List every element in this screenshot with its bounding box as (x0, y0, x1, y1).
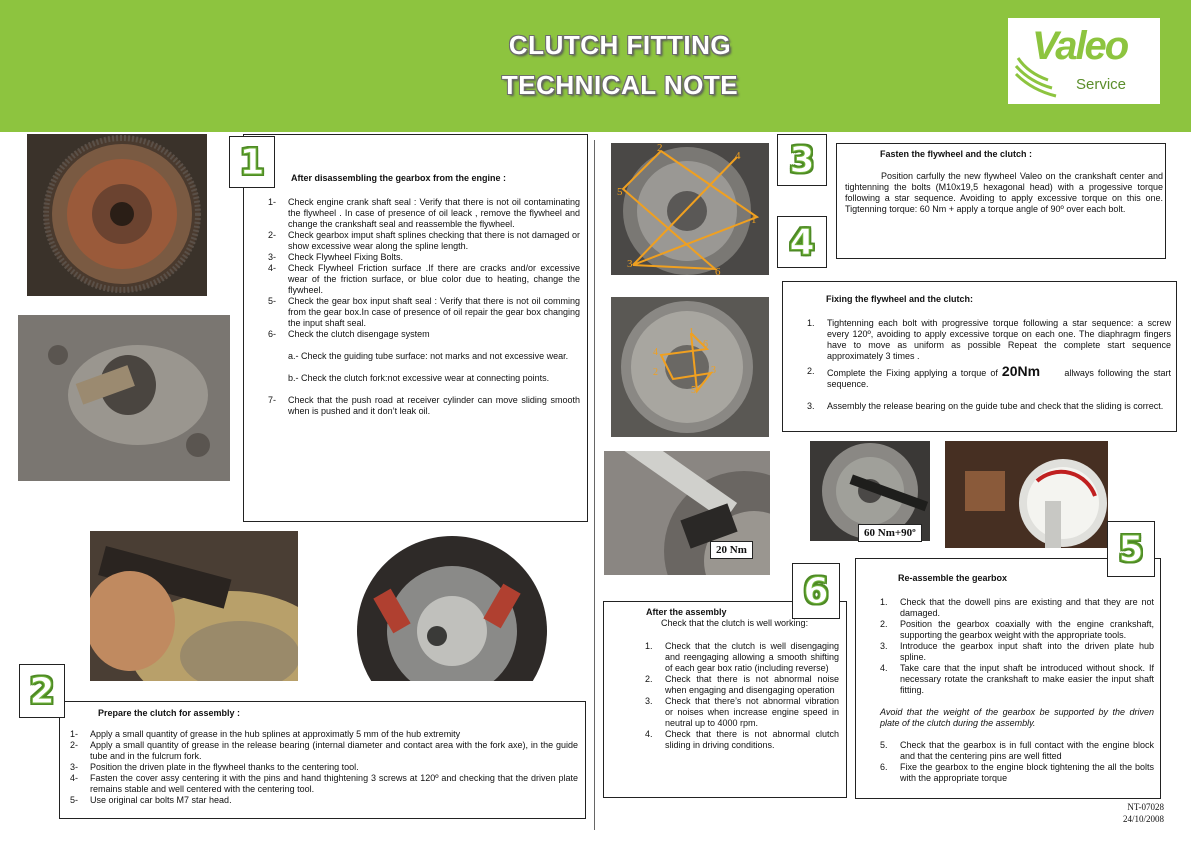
star-label: 6 (715, 266, 721, 275)
list-item: 4. Check that there is not abnormal clutch sliding in driving conditions. (645, 729, 839, 750)
star-label: 4 (653, 347, 658, 358)
flywheel-photo-icon (27, 134, 207, 296)
logo-sub: Service (1076, 76, 1127, 93)
photo-driven-plate (342, 531, 560, 681)
logo-word: Valeo (1032, 24, 1128, 68)
caption-20nm: 20 Nm (710, 541, 753, 559)
photo-flywheel-worn (27, 134, 207, 296)
column-divider (594, 140, 595, 830)
list-item: 1. Check that the clutch is well disengaging and reengaging allowing a smooth shifting of each gear box ratio (including reverse) (645, 641, 839, 673)
driven-plate-photo-icon (342, 531, 560, 681)
list-item: 4- Fasten the cover assy centering it with the pins and hand thightening 3 screws at 120º and checking that the driven plate remains stable and well centered with the centering tool. (70, 773, 578, 794)
star-label: 3 (627, 258, 633, 270)
list-item: 2- Apply a small quantity of grease in the release bearing (internal diameter and contact area with the fork axe), in the guide tube and in the fulcrum fork. (70, 740, 578, 761)
section4-badge: 4 (777, 216, 827, 268)
section2-badge: 2 (19, 664, 65, 718)
list-item: 6. Fixe the gearbox to the engine block tightening the all the bolts with the appropriate torque (880, 762, 1154, 783)
section1-badge: 1 (229, 136, 275, 188)
list-item: 2. Check that there is not abnormal noise when engaging and disengaging operation (645, 674, 839, 695)
section2-list (70, 729, 578, 806)
list-item: 1. Tightenning each bolt with progressive torque following a star sequence: a screw every 120º, avoiding to apply excessive torque on each one. The diaphragm fingers have to move as uniform as possible Repeat the complete start sequence approximately 3 times . (807, 318, 1171, 361)
list-item: 5- Check the gear box input shaft seal : Verify that there is not oil comming from the gear box.In case of presence of oil repair the gear box changing the input shaft seal. (268, 296, 580, 328)
list-item: 3. Introduce the gearbox input shaft into the driven plate hub spline. (880, 641, 1154, 662)
section6-badge: 6 (792, 563, 840, 619)
gearbox-photo-icon (18, 315, 230, 481)
photo-clutch-star-sequence (611, 143, 769, 275)
section4-list (807, 318, 1171, 412)
photo-angle-gauge (945, 441, 1108, 548)
star-label: 1 (751, 214, 757, 226)
star-label: 3 (711, 365, 716, 376)
photo-greasing-hub (90, 531, 298, 681)
section5-list (880, 597, 1154, 784)
list-item: 3. Assembly the release bearing on the guide tube and check that the sliding is correct. (807, 401, 1164, 411)
section6-list (645, 641, 839, 751)
list-item: 4- Check Flywheel Friction surface .If there are cracks and/or excessive wear of the friction surface, or blue color due to heating, change the flywheel. (268, 263, 580, 295)
list-item: 3. Check that there’s not abnormal vibration or noises when increase engine speed in neutral up to 4000 rpm. (645, 696, 839, 728)
star-label: 2 (657, 143, 663, 154)
caption-60nm: 60 Nm+90º (858, 524, 922, 542)
greasing-photo-icon (90, 531, 298, 681)
star-label: 4 (735, 150, 741, 162)
angle-gauge-photo-icon (945, 441, 1108, 548)
star-label: 5 (617, 186, 623, 198)
section4-title: Fixing the flywheel and the clutch: (826, 294, 974, 304)
star-label: 2 (653, 367, 658, 378)
photo-gearbox-shaft (18, 315, 230, 481)
star-label: 1 (689, 327, 694, 338)
section2-title: Prepare the clutch for assembly : (98, 708, 241, 718)
list-item: 7- Check that the push road at receiver cylinder can move sliding smooth when is pushed and it don’t leak oil. (268, 395, 580, 416)
title-line1: CLUTCH FITTING (508, 30, 732, 60)
title-line2: TECHNICAL NOTE (501, 70, 739, 100)
star-label: 6 (703, 339, 708, 350)
section1-sub-b: b.- Check the clutch fork:not excessive wear at connecting points. (288, 373, 550, 383)
torque-value: 20Nm (1001, 363, 1041, 379)
clutch-star-photo-icon (611, 143, 769, 275)
section5-note: Avoid that the weight of the gearbox be supported by the driven plate of the clutch during the assembly. (880, 707, 1154, 728)
list-item: 3- Position the driven plate in the flywheel thanks to the centering tool. (70, 762, 359, 772)
section1-title: After disassembling the gearbox from the engine : (291, 173, 507, 183)
list-item: 1. Check that the dowell pins are existing and that they are not damaged. (880, 597, 1154, 618)
section3-badge: 3 (777, 134, 827, 186)
doc-date: 24/10/2008 (1122, 814, 1164, 824)
section1-list (268, 197, 580, 417)
section5-title: Re-assemble the gearbox (898, 573, 1008, 583)
list-item: 2. Complete the Fixing applying a torque of 20Nm allways following the start sequence. (807, 363, 1171, 389)
list-item: 4. Take care that the input shaft be introduced without shock. If necessary rotate the crankshaft to make easier the input shaft fitting. (880, 663, 1154, 695)
list-item: 2. Position the gearbox coaxially with the engine crankshaft, supporting the gearbox weight with the appropriate tools. (880, 619, 1154, 640)
star-label: 5 (691, 385, 696, 396)
valeo-logo (1008, 18, 1160, 104)
photo-flywheel-star-sequence (611, 297, 769, 437)
list-item: 1- Check engine crank shaft seal : Verify that there is not oil contaminating the flywheel . In case of presence of oil leack , remove the flywheel and change the crankshaft seal and reassemble the flywheel. (268, 197, 580, 229)
section1-sub-a: a.- Check the guiding tube surface: not marks and not excessive wear. (288, 351, 569, 361)
section3-text: Position carfully the new flywheel Valeo on the crankshaft center and tightenning the bolts (M10x19,5 hexagonal head) with a progessive torque following a star sequence. Avoiding to apply excessive torque on this one. Tigtenning torque: 60 Nm + apply a torque angle of 90º over each bolt. (845, 171, 1163, 214)
list-item: 3- Check Flywheel Fixing Bolts. (268, 252, 404, 262)
list-item: 1- Apply a small quantity of grease in the hub splines at approximatly 5 mm of the hub extremity (70, 729, 461, 739)
flywheel-star-photo-icon (611, 297, 769, 437)
list-item: 2- Check gearbox imput shaft splines checking that there is not damaged or show excessive wear along the spline length. (268, 230, 580, 251)
section5-badge: 5 (1107, 521, 1155, 577)
list-item: 5- Use original car bolts M7 star head. (70, 795, 232, 805)
list-item: 6- Check the clutch disengage system (268, 329, 430, 339)
section6-subtitle: Check that the clutch is well working: (661, 618, 809, 628)
section6-title: After the assembly (646, 607, 727, 617)
list-item: 5. Check that the gearbox is in full contact with the engine block and that the centering pins are well fitted (880, 740, 1154, 761)
doc-code: NT-07028 (1127, 802, 1164, 812)
section3-title: Fasten the flywheel and the clutch : (880, 149, 1033, 159)
